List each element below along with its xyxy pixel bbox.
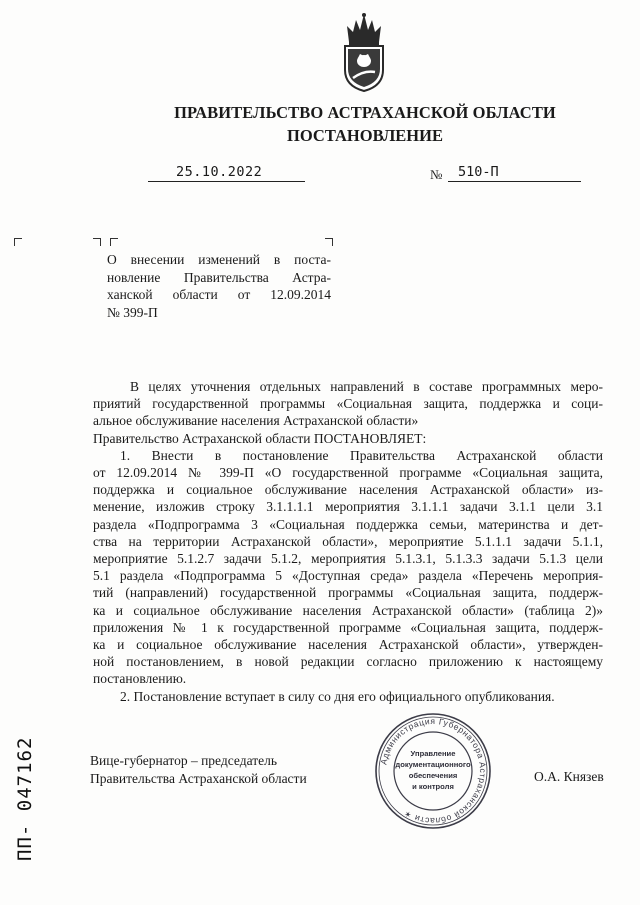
item1-line: менение, изложив строку 3.1.1.1.1 мероприятия 3.1.1.1 задачи 3.1.1 цели 3.1 xyxy=(93,499,603,515)
item1-line: 1. Внести в постановление Правительства Астраханской области xyxy=(120,447,603,463)
subject-line: № 399-П xyxy=(107,304,158,320)
number-underline xyxy=(448,181,581,182)
item1-line: тий (направлений) государственной программы «Социальная защита, поддерж- xyxy=(93,585,603,601)
document-type-title: ПОСТАНОВЛЕНИЕ xyxy=(287,126,443,145)
resolves-line: Правительство Астраханской области ПОСТАНОВЛЯЕТ: xyxy=(93,430,427,446)
preamble-line: альное обслуживание населения Астраханской области» xyxy=(93,413,419,429)
number-sign: № xyxy=(430,167,443,182)
signatory-position xyxy=(90,752,307,788)
seal-inner-line: Управление xyxy=(410,749,456,758)
subject-line: ханской области от 12.09.2014 xyxy=(107,287,331,302)
svg-text:Администрация Губернатора Астр: Администрация Губернатора Астраханской области ✶ xyxy=(378,715,489,827)
item1-line: мероприятие 5.1.2.7 задачи 5.1.2, мероприятия 5.1.3.1, 5.1.3.3 задачи 5.1.3 цели xyxy=(93,551,603,567)
signatory-name: О.А. Князев xyxy=(534,769,604,784)
subject-line: О внесении изменений в поста- xyxy=(107,252,331,267)
corner-mark xyxy=(325,238,333,246)
preamble-line: В целях уточнения отдельных направлений в составе программных меро- xyxy=(130,379,603,394)
form-serial-number: ПП- 047162 xyxy=(14,736,36,861)
item1-line: ка и социальное обслуживание населения Астраханской области», утвержден- xyxy=(93,637,603,653)
seal-inner-line: и контроля xyxy=(412,782,454,791)
item1-line: постановлению. xyxy=(93,671,187,687)
official-stamp xyxy=(374,712,492,830)
item1-line: от 12.09.2014 № 399-П «О государственной программе «Социальная защита, xyxy=(93,465,603,481)
document-body xyxy=(93,378,603,705)
corner-mark xyxy=(14,238,22,246)
corner-mark xyxy=(93,238,101,246)
preamble-line: приятий государственной программы «Социальная защита, поддержка и соци- xyxy=(93,396,603,412)
item1-line: ной постановлением, в новой редакции согласно приложению к настоящему xyxy=(93,654,603,670)
document-date: 25.10.2022 xyxy=(176,164,263,180)
subject-line: новление Правительства Астра- xyxy=(107,269,331,285)
item1-line: ства на территории Астраханской области», мероприятие 5.1.1.1 задачи 5.1.1, xyxy=(93,533,603,549)
item1-line: 5.1 раздела «Подпрограмма 5 «Доступная среда» раздела «Перечень мероприя- xyxy=(93,568,603,584)
item1-line: поддержка и социальное обслуживание населения Астраханской области» из- xyxy=(93,482,603,498)
item1-line: ка и социальное обслуживание населения Астраханской области» (таблица 2)» xyxy=(93,602,603,618)
seal-inner-line: обеспечения xyxy=(408,771,458,780)
position-line: Правительства Астраханской области xyxy=(90,771,307,786)
document-number: 510-П xyxy=(458,164,499,180)
item1-line: раздела «Подпрограмма 3 «Социальная поддержка семьи, материнства и дет- xyxy=(93,516,603,532)
government-title: ПРАВИТЕЛЬСТВО АСТРАХАНСКОЙ ОБЛАСТИ xyxy=(174,103,556,122)
date-underline xyxy=(148,181,305,182)
item2-line: 2. Постановление вступает в силу со дня его официального опубликования. xyxy=(120,688,555,704)
item1-line: приложения № 1 к государственной программе «Социальная защита, поддерж- xyxy=(93,619,603,635)
document-subject xyxy=(107,251,331,321)
coat-of-arms-emblem xyxy=(341,12,387,92)
seal-inner-line: документационного xyxy=(395,760,471,769)
position-line: Вице-губернатор – председатель xyxy=(90,753,277,768)
corner-mark xyxy=(110,238,118,246)
